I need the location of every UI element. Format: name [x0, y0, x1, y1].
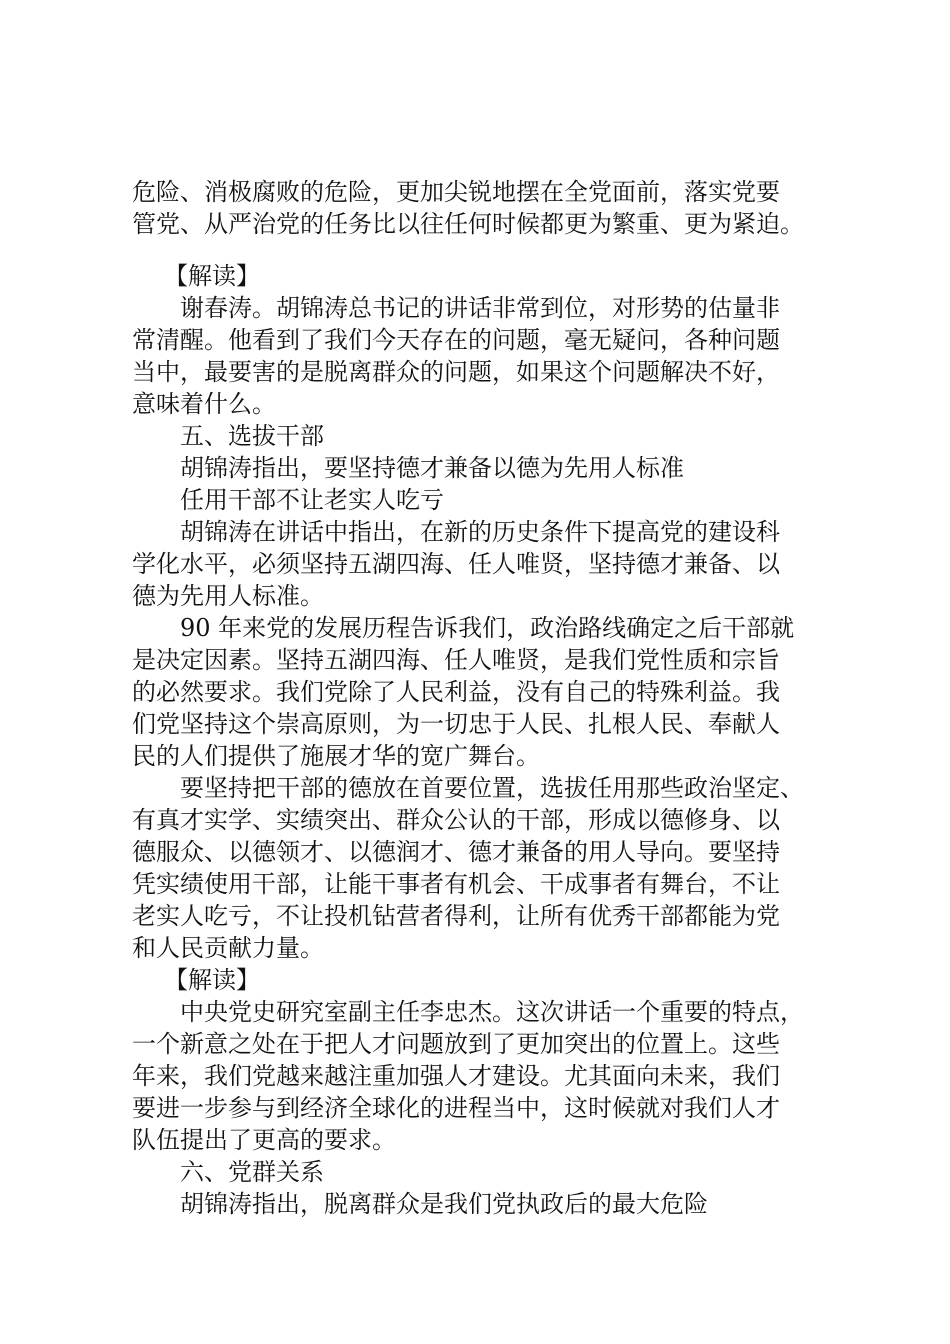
paragraph-line: 凭实绩使用干部，让能干事者有机会、干成事者有舞台，不让 [132, 870, 780, 898]
section-title: 五、选拔干部 [180, 422, 324, 450]
paragraph-line: 有真才实学、实绩突出、群众公认的干部，形成以德修身、以 [132, 806, 780, 834]
paragraph-line: 的必然要求。我们党除了人民利益，没有自己的特殊利益。我 [132, 678, 780, 706]
paragraph-line: 当中，最要害的是脱离群众的问题，如果这个问题解决不好， [132, 358, 780, 386]
subtitle-line: 胡锦涛指出，要坚持德才兼备以德为先用人标准 [180, 454, 684, 482]
paragraph-line: 是决定因素。坚持五湖四海、任人唯贤，是我们党性质和宗旨 [132, 646, 780, 674]
paragraph-line: 90 年来党的发展历程告诉我们，政治路线确定之后干部就 [180, 614, 795, 642]
paragraph-line: 危险、消极腐败的危险，更加尖锐地摆在全党面前，落实党要 [132, 178, 780, 206]
paragraph-line: 要进一步参与到经济全球化的进程当中，这时候就对我们人才 [132, 1094, 780, 1122]
interpretation-heading: 【解读】 [164, 262, 260, 290]
subtitle-line: 任用干部不让老实人吃亏 [180, 486, 444, 514]
paragraph-line: 队伍提出了更高的要求。 [132, 1126, 396, 1154]
paragraph-line: 管党、从严治党的任务比以往任何时候都更为繁重、更为紧迫。 [132, 210, 804, 238]
paragraph-line: 意味着什么。 [132, 390, 276, 418]
paragraph-line: 和人民贡献力量。 [132, 934, 324, 962]
paragraph-line: 老实人吃亏，不让投机钻营者得利，让所有优秀干部都能为党 [132, 902, 780, 930]
interpretation-heading: 【解读】 [164, 966, 260, 994]
paragraph-line: 一个新意之处在于把人才问题放到了更加突出的位置上。这些 [132, 1030, 780, 1058]
interpretation-section-1 [132, 260, 832, 420]
section-title: 六、党群关系 [180, 1158, 324, 1186]
paragraph-line: 年来，我们党越来越注重加强人才建设。尤其面向未来，我们 [132, 1062, 780, 1090]
section-five [132, 420, 832, 1220]
paragraph-line: 中央党史研究室副主任李忠杰。这次讲话一个重要的特点， [180, 998, 804, 1026]
paragraph-line: 们党坚持这个崇高原则，为一切忠于人民、扎根人民、奉献人 [132, 710, 780, 738]
paragraph-line: 德为先用人标准。 [132, 582, 324, 610]
subtitle-line: 胡锦涛指出，脱离群众是我们党执政后的最大危险 [180, 1190, 708, 1218]
paragraph-line: 学化水平，必须坚持五湖四海、任人唯贤，坚持德才兼备、以 [132, 550, 780, 578]
paragraph-line: 胡锦涛在讲话中指出，在新的历史条件下提高党的建设科 [180, 518, 780, 546]
paragraph-line: 要坚持把干部的德放在首要位置，选拔任用那些政治坚定、 [180, 774, 804, 802]
paragraph-line: 德服众、以德领才、以德润才、德才兼备的用人导向。要坚持 [132, 838, 780, 866]
paragraph-line: 常清醒。他看到了我们今天存在的问题，毫无疑问，各种问题 [132, 326, 780, 354]
paragraph-line: 谢春涛。胡锦涛总书记的讲话非常到位，对形势的估量非 [180, 294, 780, 322]
continuation-paragraph [132, 176, 832, 240]
paragraph-line: 民的人们提供了施展才华的宽广舞台。 [132, 742, 540, 770]
